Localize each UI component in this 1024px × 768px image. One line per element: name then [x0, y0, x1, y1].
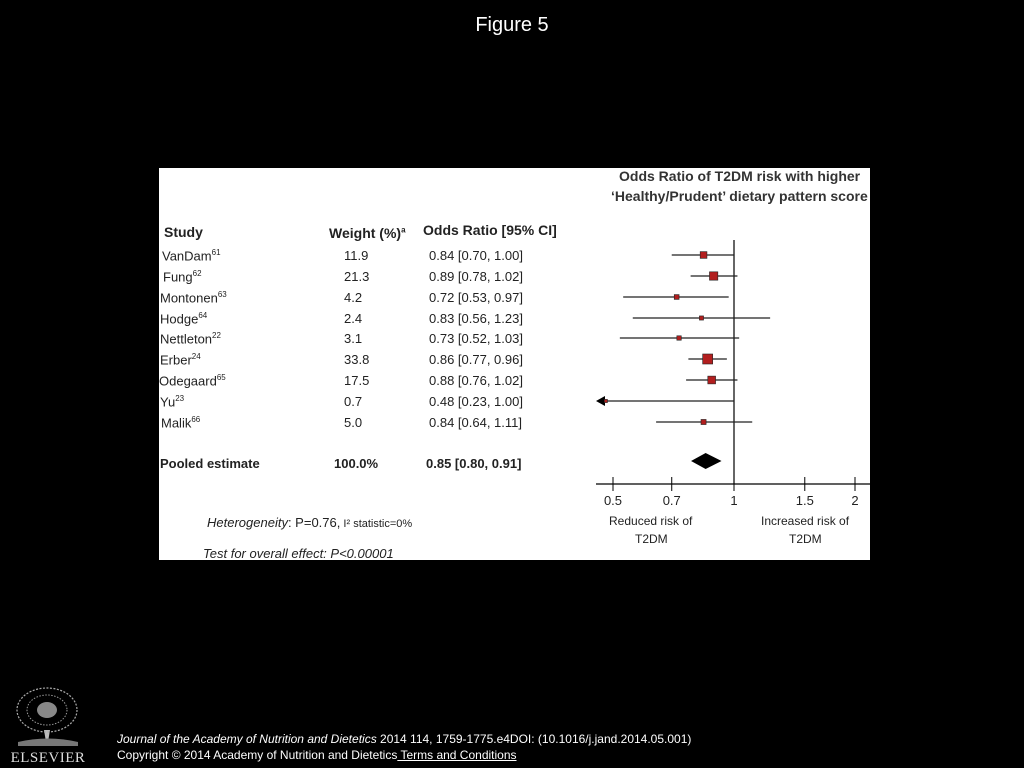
overall-label: Test for overall effect:: [203, 546, 327, 560]
study-weight: 21.3: [344, 269, 370, 284]
citation-text: 2014 114, 1759-1775.e4DOI: (10.1016/j.jand.2014.05.001): [376, 732, 692, 746]
heterogeneity-label: Heterogeneity: [207, 515, 288, 530]
heterogeneity-i2: I² statistic=0%: [340, 518, 413, 530]
point-estimate-marker: [708, 376, 716, 384]
copyright-text: Copyright © 2014 Academy of Nutrition and Dietetics: [117, 748, 398, 762]
study-ci: 0.86 [0.77, 0.96]: [429, 352, 523, 367]
study-label: Hodge: [160, 311, 199, 327]
pooled-weight: 100.0%: [334, 456, 379, 471]
study-ref: 24: [191, 352, 201, 361]
x-tick-label: 0.5: [603, 493, 623, 508]
pooled-ci: 0.85 [0.80, 0.91]: [426, 456, 522, 471]
x-right-label-1: Increased risk of: [761, 514, 850, 528]
study-ref: 22: [212, 331, 221, 340]
elsevier-wordmark: ELSEVIER: [10, 750, 86, 766]
study-weight: 2.4: [344, 311, 363, 326]
study-label: VanDam: [162, 248, 212, 264]
study-label: Fung: [163, 269, 193, 285]
terms-link[interactable]: Terms and Conditions: [397, 748, 517, 762]
x-tick-label: 0.7: [662, 493, 681, 508]
study-ci: 0.84 [0.64, 1.11]: [429, 415, 522, 430]
study-ci: 0.73 [0.52, 1.03]: [429, 331, 523, 346]
study-ci: 0.72 [0.53, 0.97]: [429, 290, 523, 305]
study-label: Nettleton: [160, 331, 213, 347]
study-ci: 0.89 [0.78, 1.02]: [429, 269, 523, 284]
pooled-diamond: [691, 453, 721, 469]
study-ref: 66: [191, 415, 201, 424]
point-estimate-marker: [709, 272, 717, 280]
study-weight: 17.5: [344, 373, 370, 388]
x-tick-label: 1: [730, 493, 738, 508]
point-estimate-marker: [604, 399, 607, 402]
or-header: Odds Ratio [95% CI]: [423, 222, 557, 238]
study-ref: 64: [198, 311, 208, 320]
study-ref: 23: [175, 394, 185, 403]
overall-p: P<0.00001: [326, 546, 394, 560]
pooled-label: Pooled estimate: [160, 456, 260, 471]
study-label: Odegaard: [159, 373, 217, 389]
study-ref: 65: [216, 373, 226, 382]
journal-name: Journal of the Academy of Nutrition and Dietetics: [117, 732, 377, 746]
x-tick-label: 2: [851, 493, 859, 508]
study-ci: 0.88 [0.76, 1.02]: [429, 373, 523, 388]
footer: [117, 731, 691, 763]
point-estimate-marker: [701, 419, 706, 424]
plot-title-line1: Odds Ratio of T2DM risk with higher: [619, 168, 861, 184]
point-estimate-marker: [700, 252, 707, 259]
citation-line: [117, 731, 691, 747]
study-weight: 33.8: [344, 352, 370, 367]
study-ref: 63: [217, 290, 227, 299]
point-estimate-marker: [703, 354, 713, 364]
study-weight: 3.1: [344, 331, 363, 346]
slide-title: Figure 5: [475, 14, 549, 36]
forest-plot-figure: [159, 168, 870, 560]
study-ci: 0.48 [0.23, 1.00]: [429, 394, 523, 409]
point-estimate-marker: [677, 336, 681, 340]
study-header: Study: [164, 224, 203, 240]
study-ci: 0.84 [0.70, 1.00]: [429, 248, 523, 263]
study-ref: 62: [192, 269, 202, 278]
point-estimate-marker: [674, 295, 679, 300]
study-ref: 61: [211, 248, 221, 257]
study-label: Erber: [160, 352, 192, 368]
forest-plot-svg: [159, 168, 870, 560]
x-right-label-2: T2DM: [789, 532, 822, 546]
study-weight: 4.2: [344, 290, 363, 305]
point-estimate-marker: [699, 316, 703, 320]
plot-title-line2: ‘Healthy/Prudent’ dietary pattern score: [611, 188, 868, 204]
study-weight: 11.9: [344, 248, 369, 263]
x-tick-label: 1.5: [795, 493, 814, 508]
heterogeneity-p: : P=0.76,: [287, 515, 341, 530]
x-left-label-1: Reduced risk of: [609, 514, 693, 528]
weight-header-text: Weight (%): [329, 225, 402, 241]
x-left-label-2: T2DM: [635, 532, 668, 546]
ci-arrow: [596, 396, 605, 406]
study-ci: 0.83 [0.56, 1.23]: [429, 311, 523, 326]
copyright-line: [117, 747, 691, 763]
study-label: Yu: [160, 394, 176, 410]
study-weight: 0.7: [344, 394, 363, 409]
study-weight: 5.0: [344, 415, 363, 430]
weight-header-sup: a: [401, 225, 406, 235]
study-label: Montonen: [160, 290, 218, 306]
study-label: Malik: [161, 415, 192, 431]
